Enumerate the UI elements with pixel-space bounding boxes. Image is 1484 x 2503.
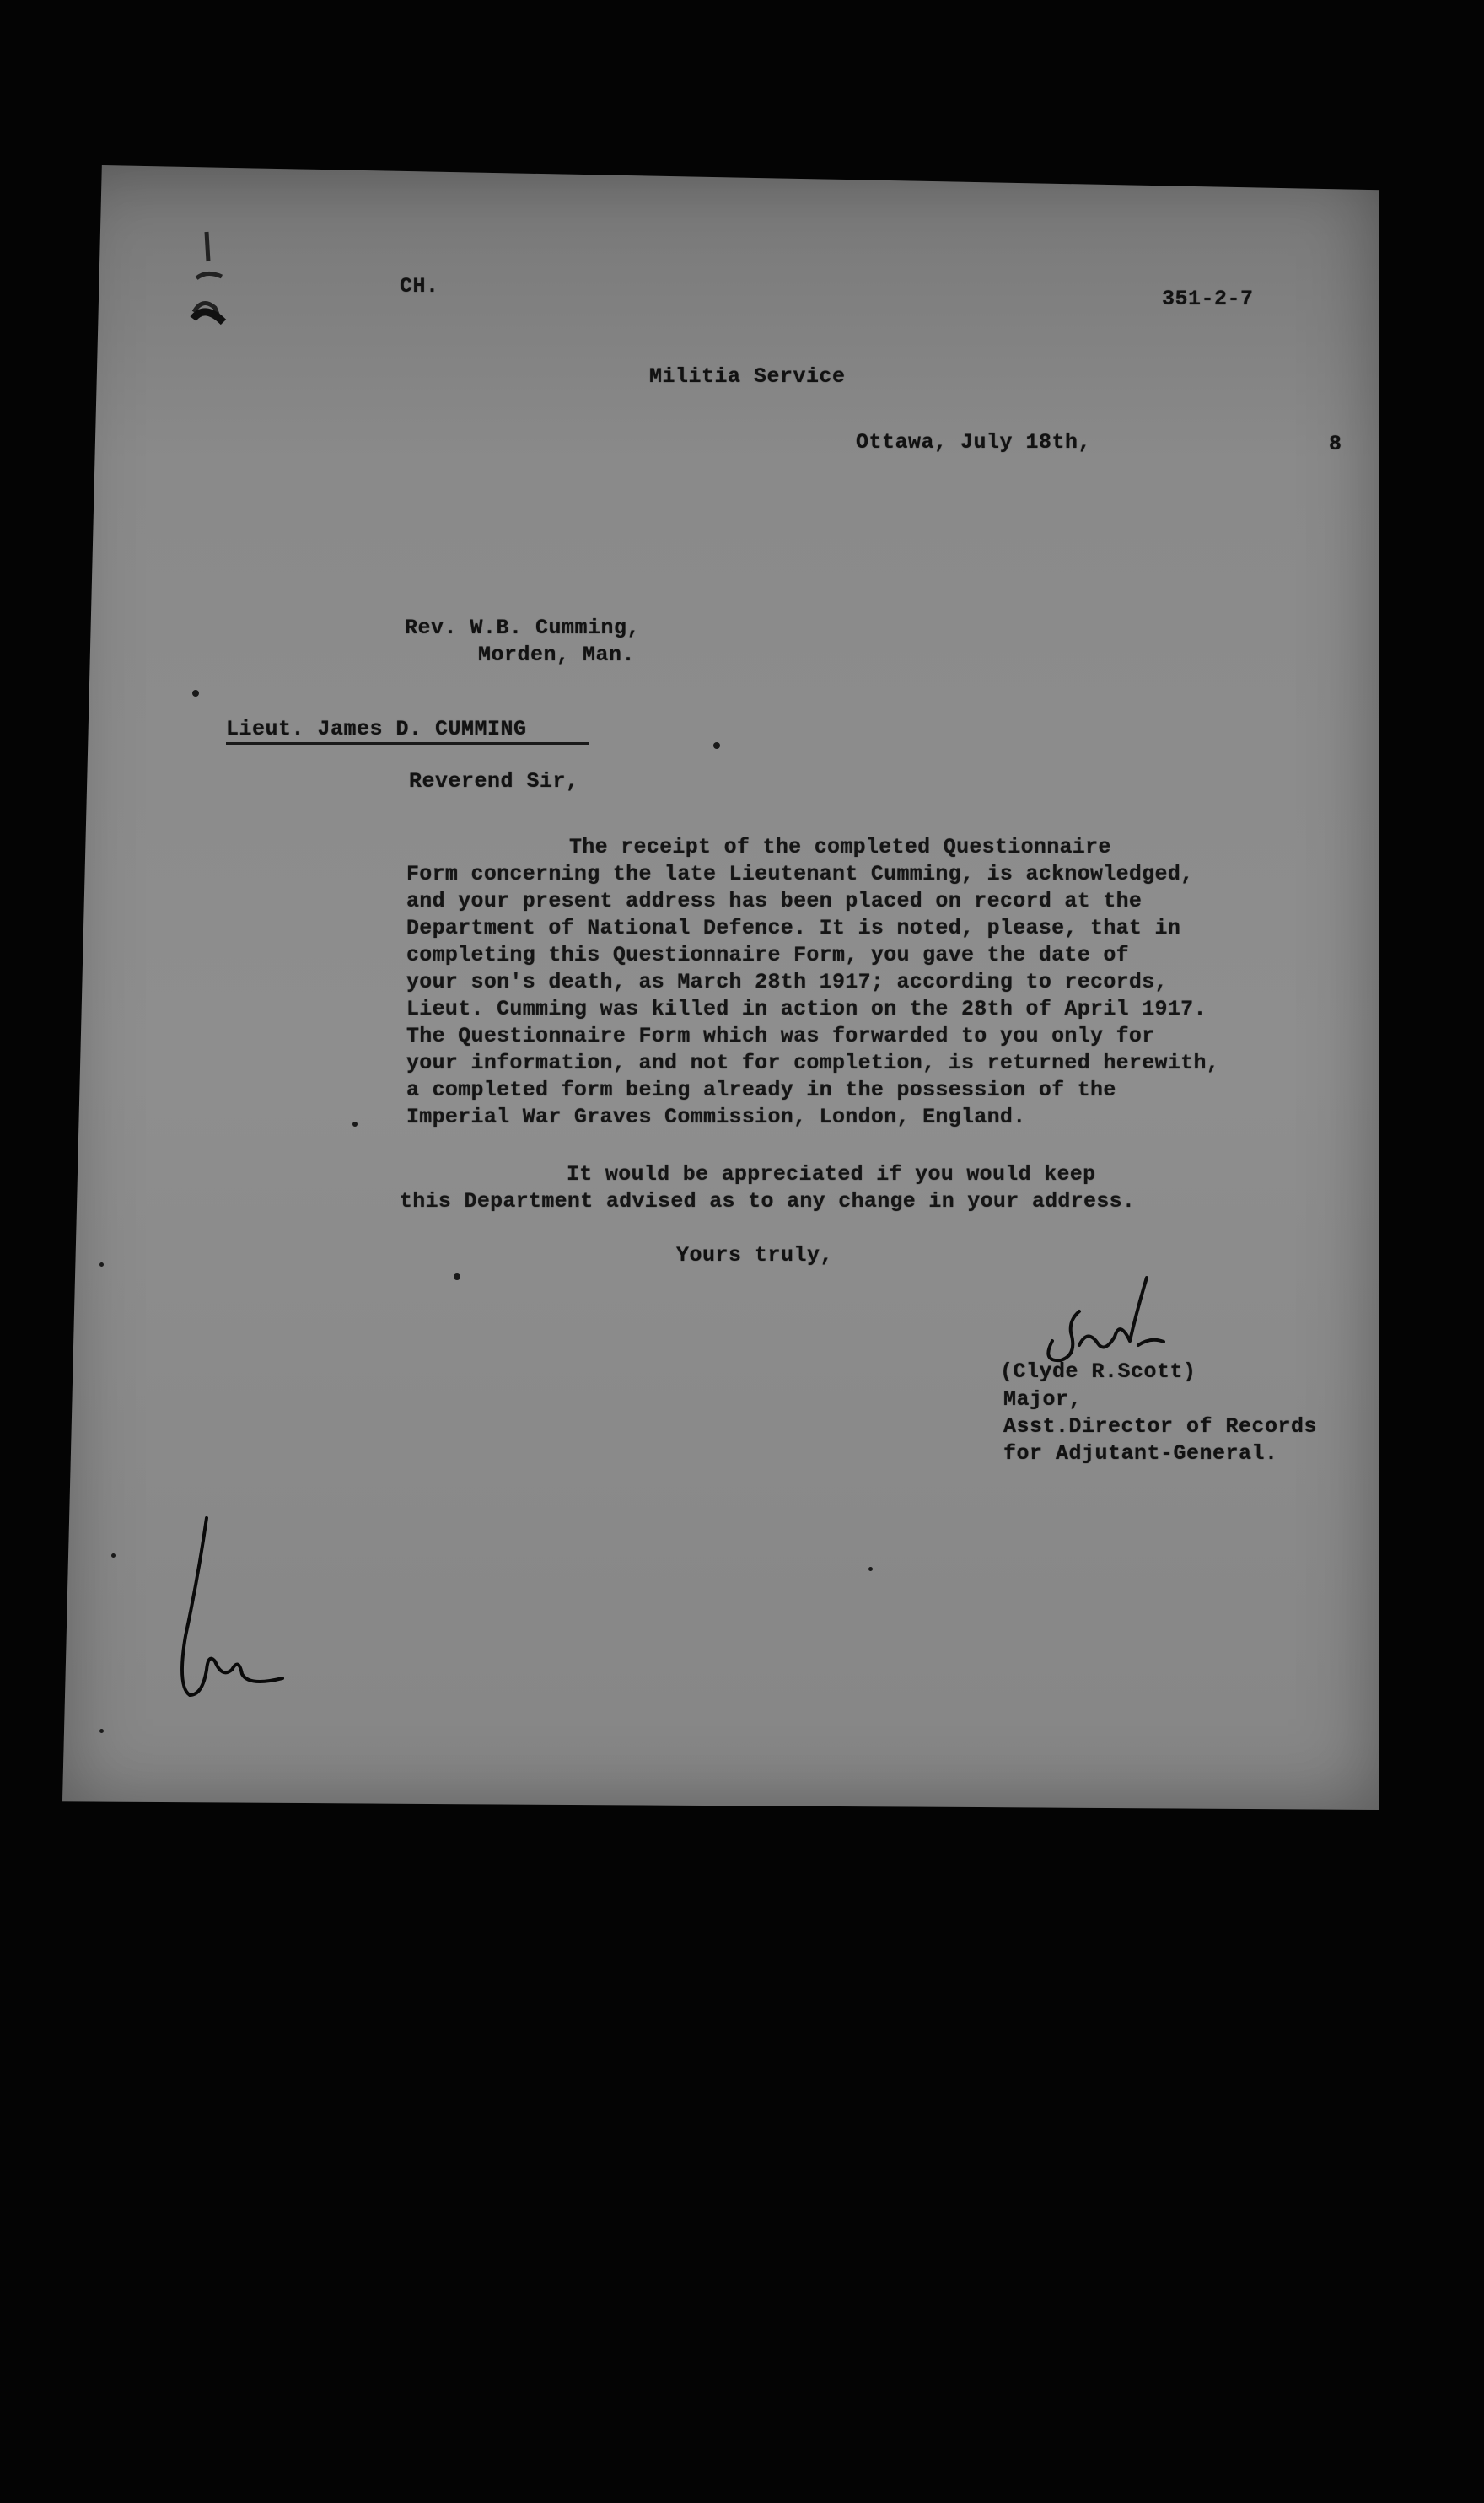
paper-speck <box>454 1273 460 1280</box>
body-line: your information, and not for completion, is returned herewith, <box>406 1051 1220 1075</box>
body-line: and your present address has been placed on record at the <box>406 889 1143 913</box>
signatory-for-line: for Adjutant-General. <box>1003 1441 1278 1466</box>
body-line: It would be appreciated if you would keep <box>567 1162 1096 1187</box>
body-line: Imperial War Graves Commission, London, England. <box>406 1105 1026 1129</box>
body-line: your son's death, as March 28th 1917; according to records, <box>406 970 1168 994</box>
body-line: Form concerning the late Lieutenant Cumming, is acknowledged, <box>406 862 1194 886</box>
paper-speck <box>352 1122 358 1127</box>
paper-speck <box>713 742 720 749</box>
paper-speck <box>192 690 199 697</box>
body-line: The Questionnaire Form which was forwarded to you only for <box>406 1024 1155 1048</box>
signatory-rank: Major, <box>1003 1387 1083 1412</box>
handwritten-initials <box>164 1510 299 1712</box>
addressee-town: Morden, Man. <box>478 643 636 667</box>
body-line: Department of National Defence. It is noted, please, that in <box>406 916 1181 940</box>
year-digit: 8 <box>1329 432 1342 456</box>
closing: Yours truly, <box>676 1243 834 1268</box>
department-heading: Militia Service <box>649 364 846 389</box>
paper-speck <box>111 1553 116 1558</box>
signatory-title: Asst.Director of Records <box>1003 1414 1318 1439</box>
body-line: this Department advised as to any change in your address. <box>400 1189 1136 1214</box>
paper-speck <box>99 1262 104 1267</box>
body-line: Lieut. Cumming was killed in action on the 28th of April 1917. <box>406 997 1207 1021</box>
salutation: Reverend Sir, <box>409 769 579 794</box>
addressee-name: Rev. W.B. Cumming, <box>405 616 641 640</box>
file-number: 351-2-7 <box>1162 287 1254 311</box>
paper-speck <box>99 1729 104 1733</box>
margin-scribble-mark <box>181 228 232 329</box>
body-line: The receipt of the completed Questionnaire <box>569 835 1111 859</box>
signatory-name: (Clyde R.Scott) <box>1000 1359 1196 1384</box>
place-and-date: Ottawa, July 18th, <box>856 430 1092 455</box>
paper-speck <box>868 1567 873 1571</box>
body-line: a completed form being already in the possession of the <box>406 1078 1116 1102</box>
reference-subject: Lieut. James D. CUMMING <box>226 717 527 741</box>
body-line: completing this Questionnaire Form, you gave the date of <box>406 943 1129 967</box>
office-code: CH. <box>400 274 439 299</box>
reference-underline <box>226 742 589 745</box>
